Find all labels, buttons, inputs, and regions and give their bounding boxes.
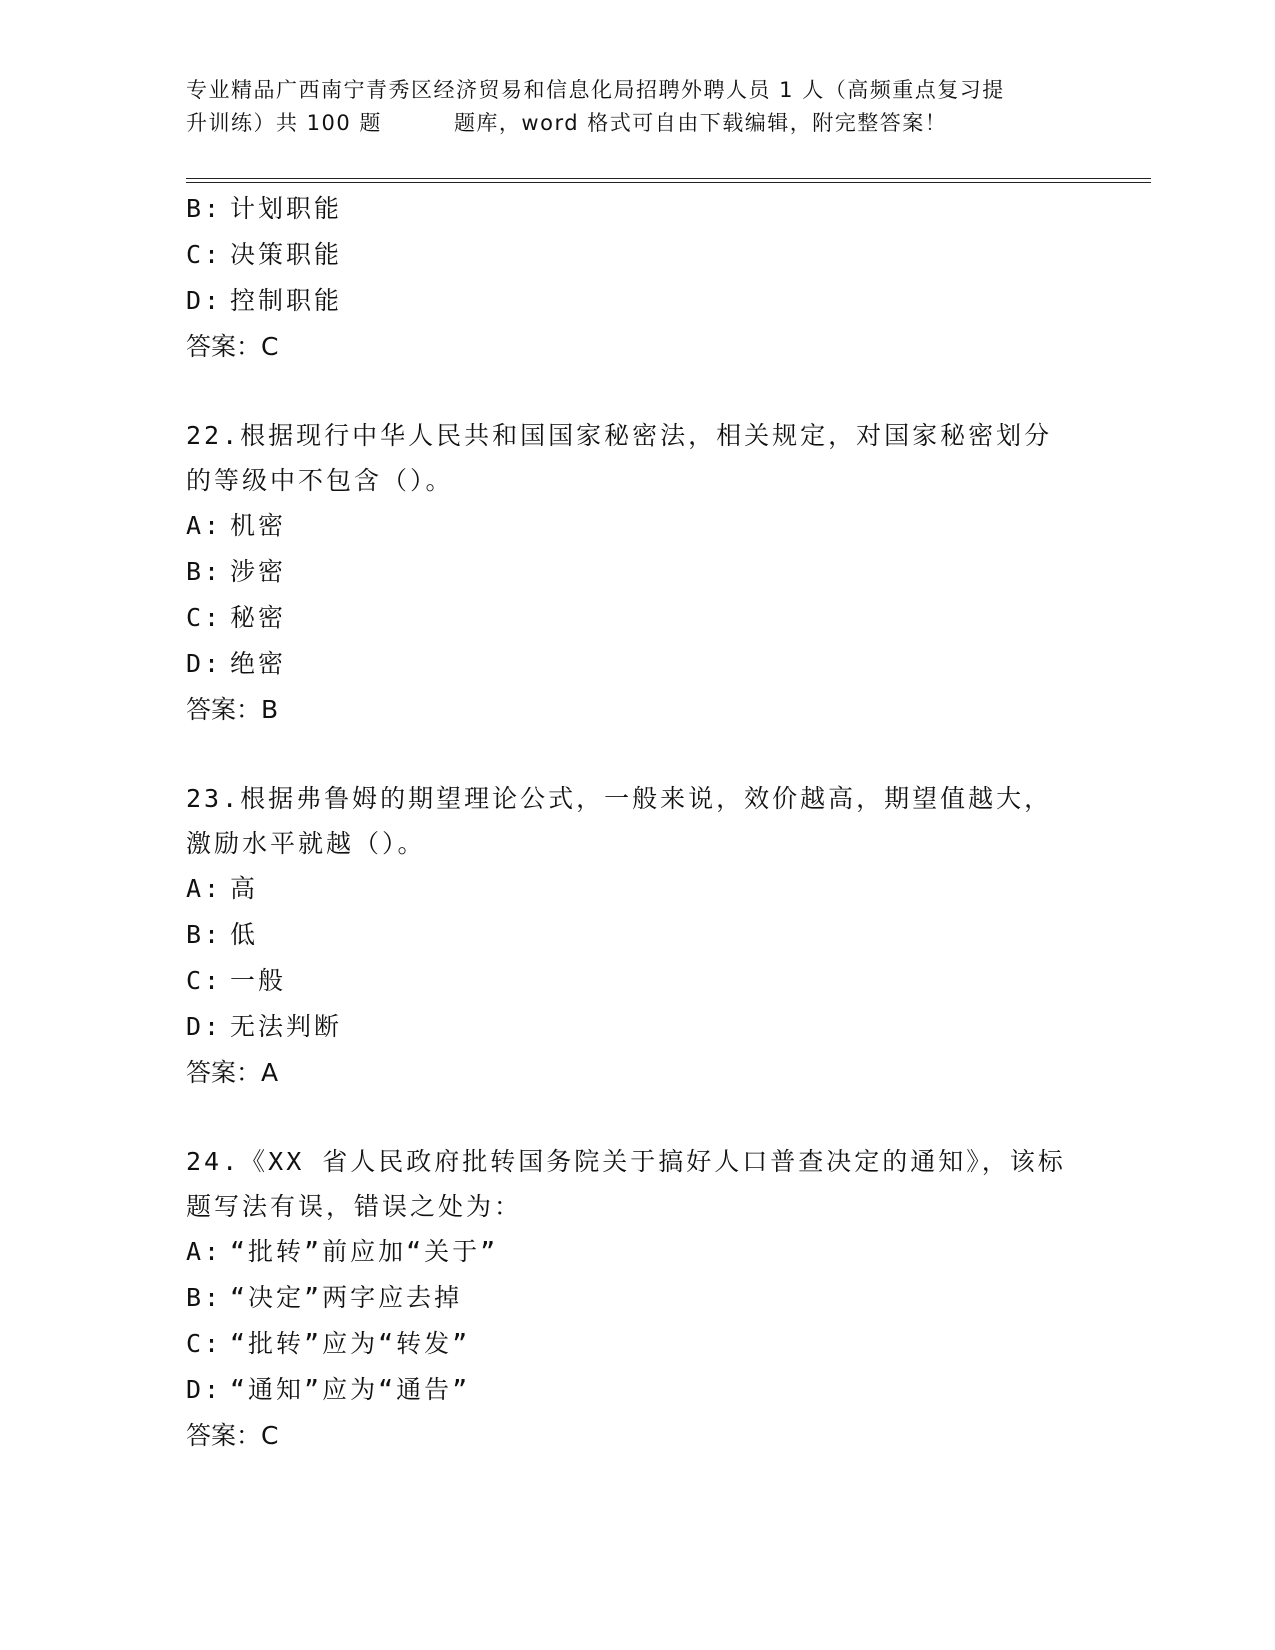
option-text: 决策职能 bbox=[230, 240, 343, 269]
header-divider-bottom bbox=[186, 182, 1151, 183]
question-spacer bbox=[186, 370, 1086, 413]
document-body bbox=[186, 186, 1086, 1459]
option-text: 一般 bbox=[230, 966, 287, 995]
option-key: A: bbox=[186, 874, 223, 903]
option-text: 无法判断 bbox=[230, 1012, 343, 1041]
option-text: “批转”前应加“关于” bbox=[230, 1237, 499, 1266]
option-key: A: bbox=[186, 1237, 223, 1266]
answer-value: B bbox=[261, 695, 279, 724]
answer-value: C bbox=[261, 1421, 279, 1450]
option-row bbox=[186, 958, 1086, 1004]
question-stem-line-2: 题写法有误，错误之处为： bbox=[186, 1192, 523, 1221]
option-text: 控制职能 bbox=[230, 286, 343, 315]
question-block-22 bbox=[186, 413, 1086, 733]
question-stem-line-2: 激励水平就越（）。 bbox=[186, 829, 426, 858]
option-text: 绝密 bbox=[230, 649, 287, 678]
option-row bbox=[186, 1229, 1086, 1275]
option-row bbox=[186, 549, 1086, 595]
question-block-24 bbox=[186, 1139, 1086, 1459]
option-row bbox=[186, 641, 1086, 687]
option-key: D: bbox=[186, 649, 223, 678]
option-key: D: bbox=[186, 1012, 223, 1041]
option-text: “批转”应为“转发” bbox=[230, 1329, 471, 1358]
answer-label: 答案： bbox=[186, 695, 262, 724]
header-title-line-1: 专业精品广西南宁青秀区经济贸易和信息化局招聘外聘人员 1 人（高频重点复习提 bbox=[186, 78, 1005, 102]
option-key: D: bbox=[186, 1375, 223, 1404]
answer-value: C bbox=[261, 332, 279, 361]
answer-value: A bbox=[261, 1058, 279, 1087]
header-title-part-b: 题库，word 格式可自由下载编辑，附完整答案！ bbox=[453, 111, 948, 135]
option-row bbox=[186, 866, 1086, 912]
answer-row bbox=[186, 1413, 1086, 1459]
option-row bbox=[186, 278, 1086, 324]
question-spacer bbox=[186, 733, 1086, 776]
question-stem-line-1: 23.根据弗鲁姆的期望理论公式，一般来说，效价越高，期望值越大， bbox=[186, 784, 1053, 813]
header-divider-top bbox=[186, 178, 1151, 179]
answer-label: 答案： bbox=[186, 1421, 262, 1450]
option-row bbox=[186, 186, 1086, 232]
question-stem-line-1: 24.《XX 省人民政府批转国务院关于搞好人口普查决定的通知》，该标 bbox=[186, 1147, 1066, 1176]
option-text: 涉密 bbox=[230, 557, 287, 586]
option-key: B: bbox=[186, 1283, 223, 1312]
option-key: C: bbox=[186, 966, 223, 995]
question-stem-line-1: 22.根据现行中华人民共和国国家秘密法，相关规定，对国家秘密划分 bbox=[186, 421, 1053, 450]
option-row bbox=[186, 1321, 1086, 1367]
header-title-part-a: 升训练）共 100 题 bbox=[186, 111, 382, 135]
option-key: A: bbox=[186, 511, 223, 540]
question-block-23 bbox=[186, 776, 1086, 1096]
option-key: C: bbox=[186, 603, 223, 632]
option-text: 机密 bbox=[230, 511, 287, 540]
option-row bbox=[186, 1275, 1086, 1321]
option-key: C: bbox=[186, 240, 223, 269]
option-key: D: bbox=[186, 286, 223, 315]
question-spacer bbox=[186, 1096, 1086, 1139]
header-title-line-2 bbox=[186, 107, 1086, 140]
option-text: 秘密 bbox=[230, 603, 287, 632]
answer-label: 答案： bbox=[186, 332, 262, 361]
question-stem-line-2: 的等级中不包含（）。 bbox=[186, 466, 454, 495]
option-key: B: bbox=[186, 194, 223, 223]
option-text: 低 bbox=[230, 920, 259, 949]
answer-row bbox=[186, 1050, 1086, 1096]
option-text: 计划职能 bbox=[230, 194, 343, 223]
answer-row bbox=[186, 687, 1086, 733]
question-block-21 bbox=[186, 186, 1086, 370]
option-row bbox=[186, 912, 1086, 958]
answer-row bbox=[186, 324, 1086, 370]
option-row bbox=[186, 1004, 1086, 1050]
option-key: C: bbox=[186, 1329, 223, 1358]
option-row bbox=[186, 232, 1086, 278]
answer-label: 答案： bbox=[186, 1058, 262, 1087]
page-header bbox=[186, 74, 1086, 140]
option-key: B: bbox=[186, 920, 223, 949]
option-row bbox=[186, 595, 1086, 641]
option-row bbox=[186, 1367, 1086, 1413]
option-key: B: bbox=[186, 557, 223, 586]
option-text: 高 bbox=[230, 874, 259, 903]
option-row bbox=[186, 503, 1086, 549]
option-text: “通知”应为“通告” bbox=[230, 1375, 471, 1404]
option-text: “决定”两字应去掉 bbox=[230, 1283, 463, 1312]
